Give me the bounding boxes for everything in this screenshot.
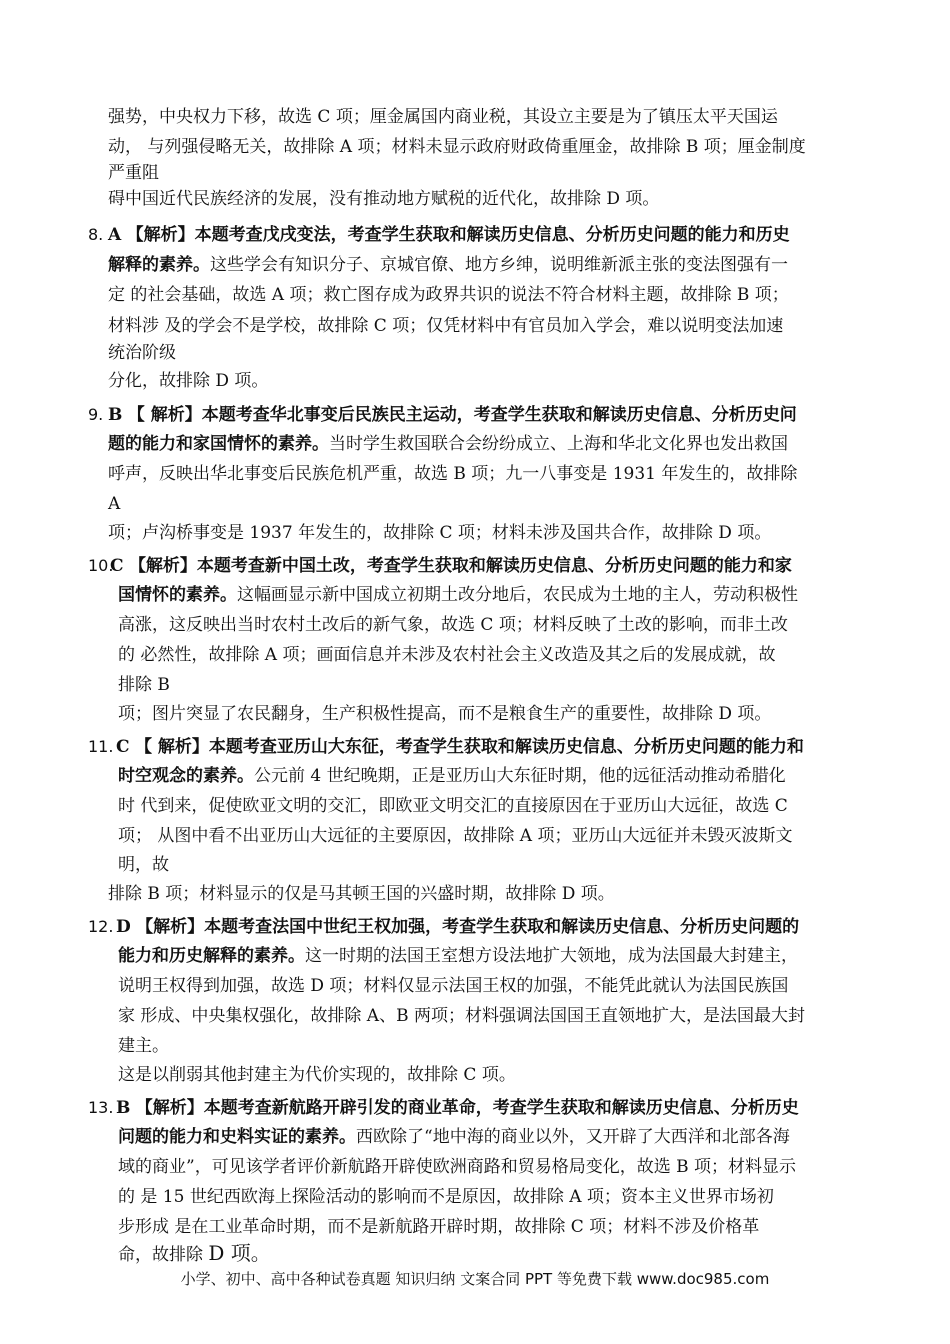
q11-line-6: 排除 B 项；材料显示的仅是马其顿王国的兴盛时期，故排除 D 项。 <box>108 884 615 904</box>
q13-line-6 <box>118 1240 271 1268</box>
q12-text: 这一时期的法国王室想方设法地扩大领地，成为法国最大封建主， <box>305 946 798 966</box>
q10-line-6: 项；图片突显了农民翻身，生产积极性提高，而不是粮食生产的重要性，故排除 D 项。 <box>118 704 772 724</box>
q9-text: 当时学生救国联合会纷纷成立、上海和华北文化界也发出救国 <box>329 434 788 454</box>
q13-heading-end: 问题的能力和史料实证的素养。 <box>118 1127 356 1147</box>
q12-line-6: 这是以削弱其他封建主为代价实现的，故排除 C 项。 <box>118 1065 516 1085</box>
q9-line-4: A <box>108 494 121 514</box>
q10-heading-end: 国情怀的素养。 <box>118 585 237 605</box>
q12-line-4: 家 形成、中央集权强化，故排除 A、B 两项；材料强调法国国王直领地扩大，是法国最大封 <box>118 1006 805 1026</box>
q13-text-end: 命，故排除 <box>118 1245 209 1265</box>
q9-heading: 【 解析】本题考查华北事变后民族民主运动，考查学生获取和解读历史信息、分析历史问 <box>127 405 797 425</box>
q8-line-3: 定 的社会基础，故选 A 项；救亡图存成为政界共识的说法不符合材料主题，故排除 B 项； <box>108 285 789 305</box>
q13-line-5: 步形成 是在工业革命时期，而不是新航路开辟时期，故排除 C 项；材料不涉及价格革 <box>118 1217 760 1237</box>
q11-answer: C <box>116 737 130 757</box>
intro-line-4: 碍中国近代民族经济的发展，没有推动地方赋税的近代化，故排除 D 项。 <box>108 189 660 209</box>
q13-option-d: D 项。 <box>208 1241 271 1265</box>
q8-text: 这些学会有知识分子、京城官僚、地方乡绅，说明维新派主张的变法图强有一 <box>210 255 788 275</box>
q10-heading: 【解析】本题考查新中国土改，考查学生获取和解读历史信息、分析历史问题的能力和家 <box>128 556 792 576</box>
q13-number: 13. <box>88 1098 114 1117</box>
q12-line-1 <box>116 914 799 940</box>
q9-answer: B <box>108 405 123 425</box>
q12-heading-end: 能力和历史解释的素养。 <box>118 946 305 966</box>
q8-line-2 <box>108 252 788 278</box>
q13-line-3: 域的商业”，可见该学者评价新航路开辟使欧洲商路和贸易格局变化，故选 B 项；材料显示 <box>118 1157 796 1177</box>
q9-line-5: 项；卢沟桥事变是 1937 年发生的，故排除 C 项；材料未涉及国共合作，故排除 D 项。 <box>108 523 772 543</box>
q11-line-1 <box>116 734 804 760</box>
q9-number: 9. <box>88 405 104 424</box>
q13-answer: B <box>116 1098 131 1118</box>
q12-answer: D <box>116 917 131 937</box>
q8-number: 8. <box>88 225 104 244</box>
q12-line-3: 说明王权得到加强，故选 D 项；材料仅显示法国王权的加强，不能凭此就认为法国民族国 <box>118 976 789 996</box>
q11-line-5: 明，故 <box>118 855 169 875</box>
q11-line-3: 时 代到来，促使欧亚文明的交汇，即欧亚文明交汇的直接原因在于亚历山大远征，故选 C <box>118 796 788 816</box>
q8-line-6: 分化，故排除 D 项。 <box>108 371 269 391</box>
q12-number: 12. <box>88 917 114 936</box>
q10-answer: C <box>110 556 124 576</box>
intro-line-1: 强势，中央权力下移，故选 C 项；厘金属国内商业税，其设立主要是为了镇压太平天国运 <box>108 107 778 127</box>
q8-line-5: 统治阶级 <box>108 343 176 363</box>
q11-line-4: 项； 从图中看不出亚历山大远征的主要原因，故排除 A 项；亚历山大远征并未毁灭波斯文 <box>118 826 793 846</box>
q9-line-3: 呼声，反映出华北事变后民族危机严重，故选 B 项；九一八事变是 1931 年发生的，故排除 <box>108 464 798 484</box>
q8-line-4: 材料涉 及的学会不是学校，故排除 C 项；仅凭材料中有官员加入学会，难以说明变法加速 <box>108 316 784 336</box>
q8-line-1 <box>108 222 790 248</box>
q13-line-2 <box>118 1124 790 1150</box>
intro-line-3: 严重阻 <box>108 163 159 183</box>
q10-line-4: 的 必然性，故排除 A 项；画面信息并未涉及农村社会主义改造及其之后的发展成就，故 <box>118 645 776 665</box>
q9-line-1 <box>108 402 797 428</box>
q11-number: 11. <box>88 737 114 756</box>
footer-link[interactable]: 小学、初中、高中各种试卷真题 知识归纳 文案合同 PPT 等免费下载 www.doc985.com <box>180 1270 770 1288</box>
q12-line-2 <box>118 943 798 969</box>
q9-heading-end: 题的能力和家国情怀的素养。 <box>108 434 329 454</box>
q13-line-1 <box>116 1095 799 1121</box>
q8-answer: A <box>108 225 122 245</box>
q11-text: 公元前 4 世纪晚期，正是亚历山大东征时期，他的远征活动推动希腊化 <box>254 766 786 786</box>
q13-heading: 【解析】本题考查新航路开辟引发的商业革命，考查学生获取和解读历史信息、分析历史 <box>135 1098 799 1118</box>
q10-number: 10. <box>88 556 114 575</box>
q10-line-1 <box>110 553 792 579</box>
q10-line-3: 高涨，这反映出当时农村土改后的新气象，故选 C 项；材料反映了土改的影响，而非土改 <box>118 615 788 635</box>
intro-line-2: 动， 与列强侵略无关，故排除 A 项；材料未显示政府财政倚重厘金，故排除 B 项；厘金制度 <box>108 137 806 157</box>
q11-line-2 <box>118 763 786 789</box>
q11-heading: 【 解析】本题考查亚历山大东征，考查学生获取和解读历史信息、分析历史问题的能力和 <box>134 737 804 757</box>
q10-text: 这幅画显示新中国成立初期土改分地后，农民成为土地的主人，劳动积极性 <box>237 585 798 605</box>
q9-line-2 <box>108 431 788 457</box>
q11-heading-end: 时空观念的素养。 <box>118 766 254 786</box>
q8-heading-end: 解释的素养。 <box>108 255 210 275</box>
q13-text: 西欧除了“地中海的商业以外，又开辟了大西洋和北部各海 <box>356 1127 790 1147</box>
q12-line-5: 建主。 <box>118 1036 169 1056</box>
q8-heading: 【解析】本题考查戊戌变法，考查学生获取和解读历史信息、分析历史问题的能力和历史 <box>126 225 790 245</box>
q10-line-5: 排除 B <box>118 675 170 695</box>
q12-heading: 【解析】本题考查法国中世纪王权加强，考查学生获取和解读历史信息、分析历史问题的 <box>136 917 800 937</box>
q13-line-4: 的 是 15 世纪西欧海上探险活动的影响而不是原因，故排除 A 项；资本主义世界市场初 <box>118 1187 774 1207</box>
q10-line-2 <box>118 582 798 608</box>
